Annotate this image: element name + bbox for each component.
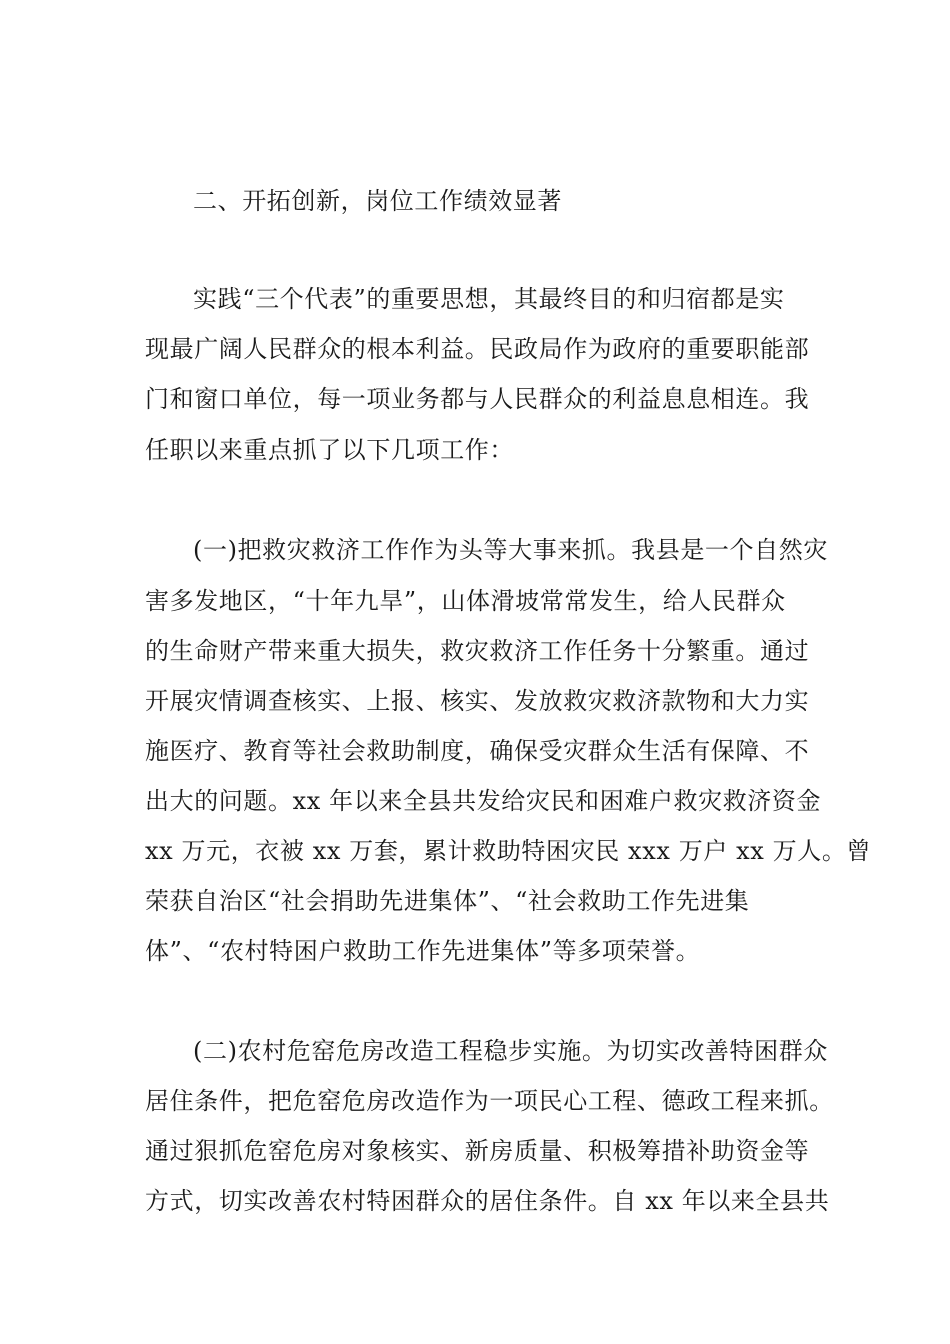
paragraph-line: 居住条件，把危窑危房改造作为一项民心工程、德政工程来抓。 — [145, 1087, 834, 1115]
paragraph-line: 通过狠抓危窑危房对象核实、新房质量、积极筹措补助资金等 — [145, 1137, 810, 1165]
paragraph-line: 开展灾情调查核实、上报、核实、发放救灾救济款物和大力实 — [145, 687, 810, 715]
paragraph-line: (二)农村危窑危房改造工程稳步实施。为切实改善特困群众 — [193, 1037, 828, 1065]
paragraph-line: 方式，切实改善农村特困群众的居住条件。自 xx 年以来全县共 — [145, 1187, 830, 1215]
paragraph-line: 出大的问题。xx 年以来全县共发给灾民和困难户救灾救济资金 — [145, 787, 822, 815]
paragraph-line: 实践“三个代表”的重要思想，其最终目的和归宿都是实 — [193, 285, 785, 313]
paragraph-line: 害多发地区，“十年九旱”，山体滑坡常常发生，给人民群众 — [145, 587, 786, 615]
paragraph-line: 的生命财产带来重大损失，救灾救济工作任务十分繁重。通过 — [145, 637, 810, 665]
paragraph-line: 任职以来重点抓了以下几项工作： — [145, 436, 514, 464]
paragraph-line: 现最广阔人民群众的根本利益。民政局作为政府的重要职能部 — [145, 335, 810, 363]
paragraph-line: 体”、“农村特困户救助工作先进集体”等多项荣誉。 — [145, 937, 701, 965]
paragraph-line: 荣获自治区“社会捐助先进集体”、“社会救助工作先进集 — [145, 887, 750, 915]
section-heading: 二、开拓创新，岗位工作绩效显著 — [193, 187, 562, 215]
paragraph-line: xx 万元，衣被 xx 万套，累计救助特困灾民 xxx 万户 xx 万人。曾 — [145, 837, 872, 865]
paragraph-line: 施医疗、教育等社会救助制度，确保受灾群众生活有保障、不 — [145, 737, 810, 765]
paragraph-line: 门和窗口单位，每一项业务都与人民群众的利益息息相连。我 — [145, 385, 810, 413]
paragraph-line: (一)把救灾救济工作作为头等大事来抓。我县是一个自然灾 — [193, 536, 828, 564]
